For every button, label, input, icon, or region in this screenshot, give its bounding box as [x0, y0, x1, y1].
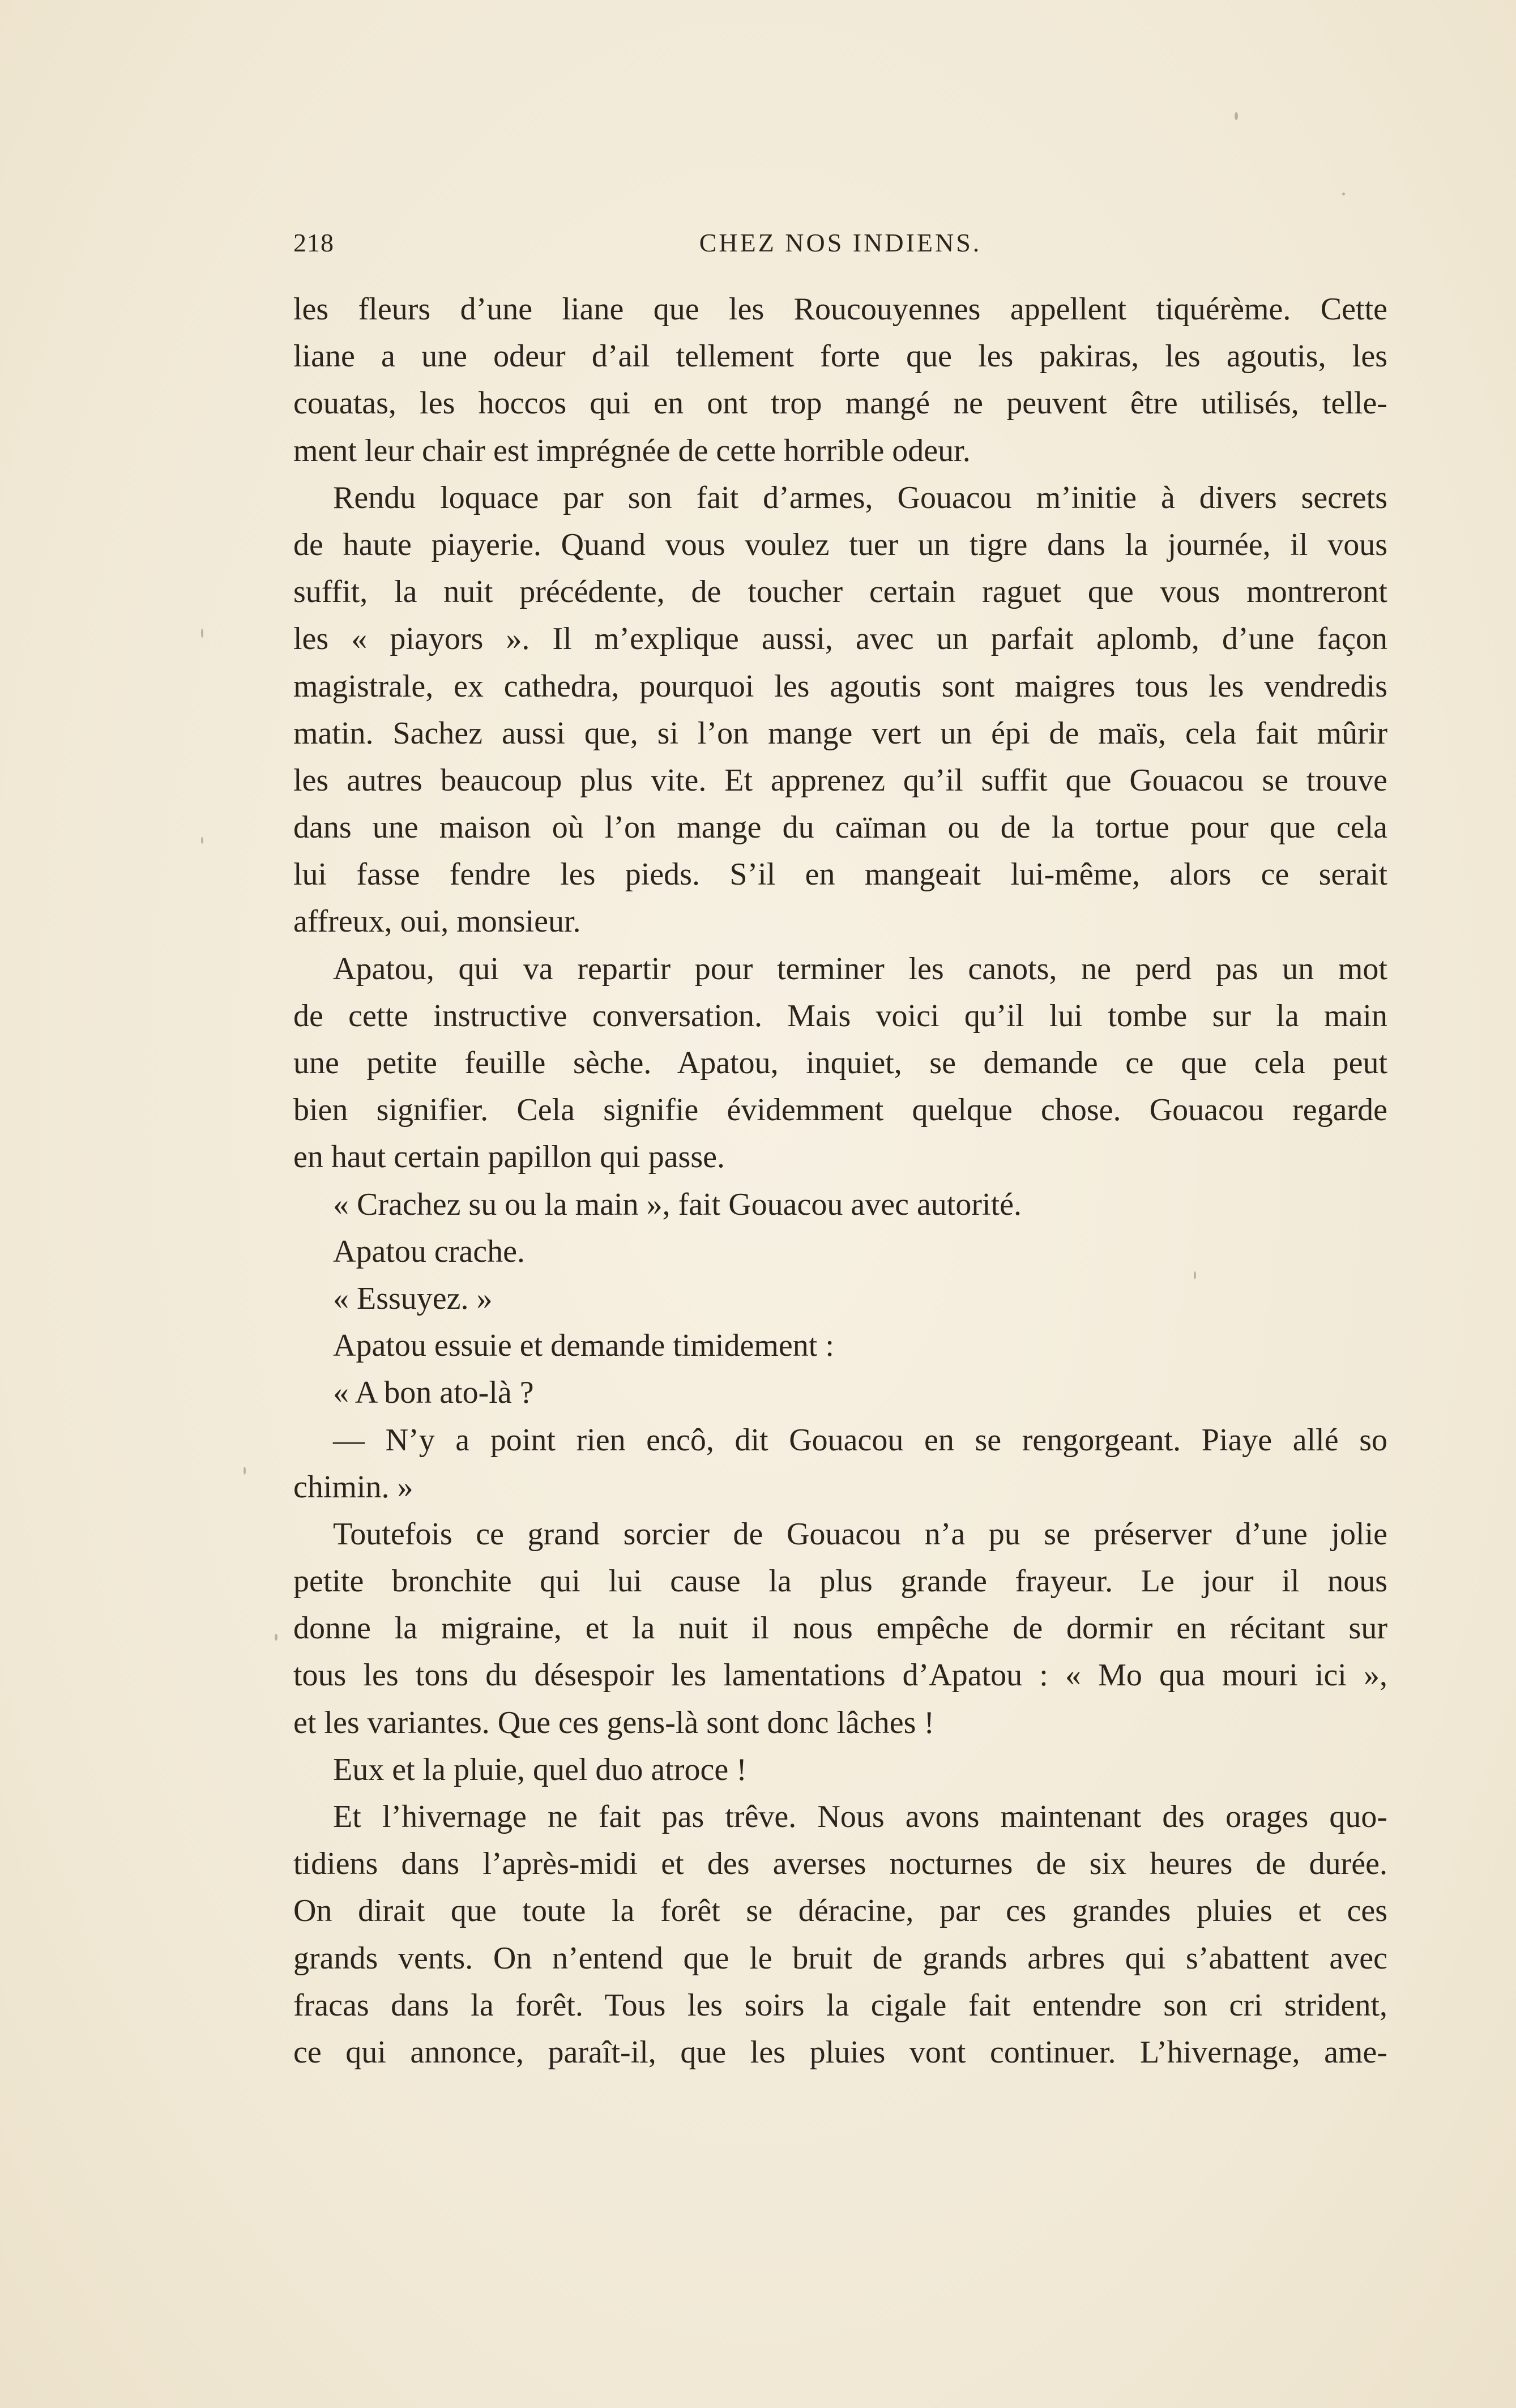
text-line: une petite feuille sèche. Apatou, inquiet, se demande ce que cela peut	[293, 1045, 1387, 1081]
text-line: en haut certain papillon qui passe.	[293, 1139, 725, 1175]
text-line: bien signifier. Cela signifie évidemment quelque chose. Gouacou regarde	[293, 1092, 1387, 1128]
text-line: affreux, oui, monsieur.	[293, 904, 581, 940]
text-line: couatas, les hoccos qui en ont trop mangé ne peuvent être utilisés, telle-	[293, 386, 1387, 421]
text-line: les autres beaucoup plus vite. Et apprenez qu’il suffit que Gouacou se trouve	[293, 762, 1387, 798]
text-line: de haute piayerie. Quand vous voulez tuer un tigre dans la journée, il vous	[293, 527, 1387, 562]
body-text	[293, 286, 1387, 2076]
text-line: lui fasse fendre les pieds. S’il en mangeait lui-même, alors ce serait	[293, 857, 1387, 893]
text-line: Apatou essuie et demande timidement :	[333, 1328, 834, 1364]
scan-speck	[1235, 112, 1238, 120]
text-line: Apatou crache.	[333, 1233, 525, 1269]
text-line: grands vents. On n’entend que le bruit de grands arbres qui s’abattent avec	[293, 1940, 1387, 1976]
scan-speck	[1342, 193, 1345, 195]
text-line: petite bronchite qui lui cause la plus grande frayeur. Le jour il nous	[293, 1564, 1387, 1599]
running-head	[293, 228, 1387, 273]
text-line: ce qui annonce, paraît-il, que les pluies vont continuer. L’hivernage, ame-	[293, 2034, 1387, 2070]
text-line: fracas dans la forêt. Tous les soirs la cigale fait entendre son cri strident,	[293, 1987, 1387, 2023]
text-line: On dirait que toute la forêt se déracine, par ces grandes pluies et ces	[293, 1893, 1387, 1929]
text-line: dans une maison où l’on mange du caïman ou de la tortue pour que cela	[293, 810, 1387, 846]
text-line: « Essuyez. »	[333, 1280, 493, 1316]
scan-speck	[201, 837, 203, 844]
running-title: CHEZ NOS INDIENS.	[699, 228, 982, 257]
text-line: suffit, la nuit précédente, de toucher certain raguet que vous montreront	[293, 574, 1387, 610]
text-line: Eux et la pluie, quel duo atroce !	[333, 1752, 747, 1787]
text-line: tous les tons du désespoir les lamentations d’Apatou : « Mo qua mouri ici »,	[293, 1658, 1387, 1693]
text-line: magistrale, ex cathedra, pourquoi les agoutis sont maigres tous les vendredis	[293, 668, 1387, 704]
scan-speck	[244, 1467, 246, 1475]
text-line: donne la migraine, et la nuit il nous empêche de dormir en récitant sur	[293, 1611, 1387, 1646]
scan-speck	[201, 629, 203, 638]
page-number: 218	[293, 228, 334, 257]
text-line: et les variantes. Que ces gens-là sont donc lâches !	[293, 1705, 935, 1740]
text-line: Rendu loquace par son fait d’armes, Gouacou m’initie à divers secrets	[333, 480, 1387, 515]
text-line: liane a une odeur d’ail tellement forte que les pakiras, les agoutis, les	[293, 339, 1387, 374]
text-line: Apatou, qui va repartir pour terminer les canots, ne perd pas un mot	[333, 951, 1387, 987]
text-line: Et l’hivernage ne fait pas trêve. Nous avons maintenant des orages quo-	[333, 1799, 1387, 1834]
text-line: « Crachez su ou la main », fait Gouacou avec autorité.	[333, 1186, 1022, 1222]
text-line: « A bon ato-là ?	[333, 1375, 534, 1411]
scan-speck	[1194, 1271, 1196, 1279]
text-line: les « piayors ». Il m’explique aussi, avec un parfait aplomb, d’une façon	[293, 621, 1387, 657]
text-line: tidiens dans l’après-midi et des averses nocturnes de six heures de durée.	[293, 1846, 1387, 1882]
text-line: matin. Sachez aussi que, si l’on mange vert un épi de maïs, cela fait mûrir	[293, 715, 1387, 751]
text-line: chimin. »	[293, 1469, 413, 1505]
text-line: — N’y a point rien encô, dit Gouacou en se rengorgeant. Piaye allé so	[333, 1422, 1387, 1458]
scan-speck	[275, 1634, 277, 1641]
text-line: les fleurs d’une liane que les Roucouyennes appellent tiquérème. Cette	[293, 292, 1387, 327]
text-line: Toutefois ce grand sorcier de Gouacou n’a pu se préserver d’une jolie	[333, 1516, 1387, 1552]
text-line: ment leur chair est imprégnée de cette horrible odeur.	[293, 433, 971, 468]
text-line: de cette instructive conversation. Mais voici qu’il lui tombe sur la main	[293, 998, 1387, 1034]
